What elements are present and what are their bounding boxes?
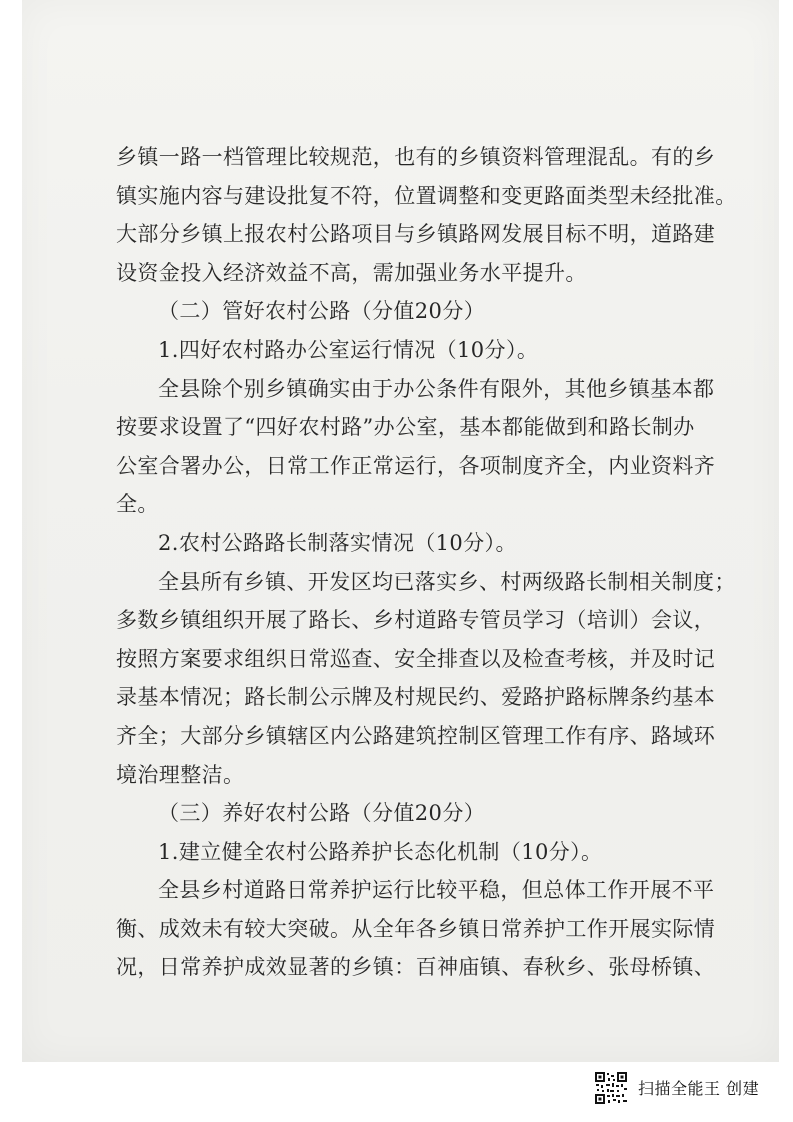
paragraph-line: 多数乡镇组织开展了路长、乡村道路专管员学习（培训）会议， xyxy=(116,608,716,633)
paragraph-line: 全县除个别乡镇确实由于办公条件有限外，其他乡镇基本都 xyxy=(158,376,715,401)
sub-heading: 1.四好农村路办公室运行情况（10分）。 xyxy=(158,337,539,362)
paragraph-line: 境治理整洁。 xyxy=(116,762,245,787)
sub-heading: 1.建立健全农村公路养护长态化机制（10分）。 xyxy=(158,839,603,864)
section-heading: （三）养好农村公路（分值20分） xyxy=(158,801,486,826)
paragraph-line: 乡镇一路一档管理比较规范，也有的乡镇资料管理混乱。有的乡 xyxy=(116,145,716,169)
paragraph-line: 镇实施内容与建设批复不符，位置调整和变更路面类型未经批准。 xyxy=(116,183,737,208)
section-heading: （二）管好农村公路（分值20分） xyxy=(158,299,486,324)
paragraph-line: 公室合署办公，日常工作正常运行，各项制度齐全，内业资料齐 xyxy=(116,453,716,478)
paragraph-line: 全。 xyxy=(116,492,159,517)
paragraph-line: 全县乡村道路日常养护运行比较平稳，但总体工作开展不平 xyxy=(158,878,715,903)
paragraph-line: 按要求设置了“四好农村路”办公室，基本都能做到和路长制办 xyxy=(116,415,695,440)
qr-code-icon xyxy=(594,1071,628,1105)
paragraph-line: 录基本情况；路长制公示牌及村规民约、爱路护路标牌条约基本 xyxy=(116,685,716,710)
paragraph-line: 设资金投入经济效益不高，需加强业务水平提升。 xyxy=(116,260,587,285)
document-body xyxy=(116,138,737,987)
paragraph-line: 衡、成效未有较大突破。从全年各乡镇日常养护工作开展实际情 xyxy=(116,916,716,941)
scanner-watermark-label: 扫描全能王 创建 xyxy=(638,1079,760,1098)
sub-heading: 2.农村公路路长制落实情况（10分）。 xyxy=(158,530,517,555)
paragraph-line: 按照方案要求组织日常巡查、安全排查以及检查考核，并及时记 xyxy=(116,646,716,671)
paragraph-line: 况，日常养护成效显著的乡镇：百神庙镇、春秋乡、张母桥镇、 xyxy=(116,955,716,980)
paragraph-line: 齐全；大部分乡镇辖区内公路建筑控制区管理工作有序、路域环 xyxy=(116,723,716,748)
paragraph-line: 大部分乡镇上报农村公路项目与乡镇路网发展目标不明，道路建 xyxy=(116,222,716,247)
paragraph-line: 全县所有乡镇、开发区均已落实乡、村两级路长制相关制度； xyxy=(158,569,736,594)
